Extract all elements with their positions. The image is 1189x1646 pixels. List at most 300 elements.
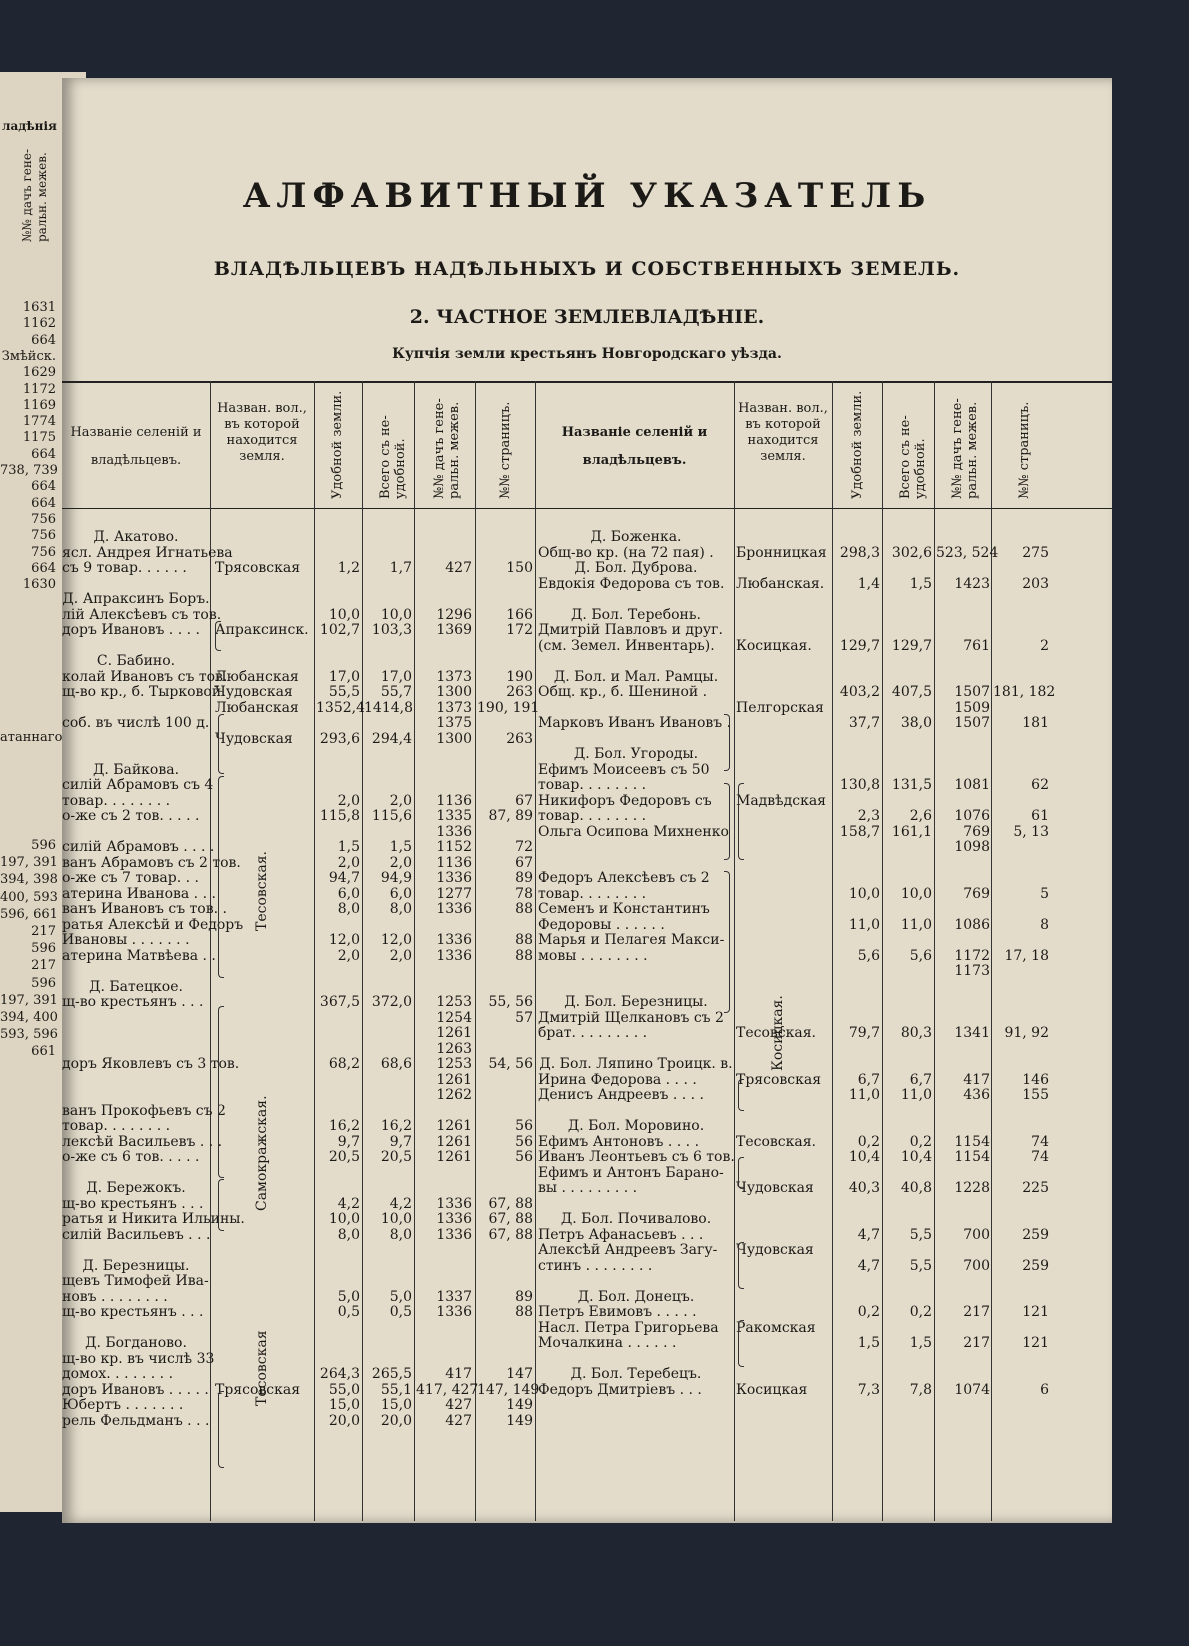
left-cell-d: 1369 — [436, 622, 472, 638]
right-cell-p: 203 — [1022, 575, 1049, 592]
facing-page-number: 1631 — [22, 300, 56, 315]
right-cell-d: 417 — [963, 1071, 990, 1088]
right-cell-name: Дмитрій Щелкановъ съ 2 — [538, 1009, 724, 1026]
right-cell-vol: Трясовская — [736, 1071, 822, 1088]
left-cell-u: 55,5 — [328, 684, 360, 700]
left-cell-v: 8,0 — [389, 1226, 412, 1243]
left-cell-name: силій Абрамовъ . . . . — [62, 839, 215, 855]
left-cell-d: 1300 — [436, 730, 472, 747]
right-cell-u: 4,7 — [857, 1257, 880, 1274]
right-cell-u: 158,7 — [839, 823, 880, 840]
col-header-vsego-right — [898, 415, 928, 499]
left-cell-d: 1261 — [436, 1118, 472, 1134]
left-cell-d: 1336 — [436, 1211, 472, 1227]
right-cell-name: Д. Бол. Угороды. — [573, 746, 699, 762]
left-cell-name: ванъ Ивановъ съ тов. . — [62, 901, 227, 917]
group-label-kositskaya: Косицкая. — [770, 995, 786, 1071]
group-label-tesovskaya-2: Тесовская — [254, 1330, 270, 1406]
right-cell-v: 0,2 — [909, 1133, 932, 1150]
right-cell-d: 769 — [963, 823, 990, 840]
left-cell-p: 67, 88 — [488, 1211, 533, 1227]
left-cell-v: 2,0 — [389, 947, 412, 964]
column-rule — [734, 381, 735, 1521]
left-cell-name: доръ Ивановъ . . . . — [62, 622, 200, 638]
left-cell-name: съ 9 товар. . . . . . — [62, 560, 187, 576]
right-cell-name: Ефимъ и Антонъ Барано- — [538, 1164, 724, 1181]
right-cell-name: Семенъ и Константинъ — [538, 901, 710, 917]
right-cell-v: 7,8 — [909, 1381, 932, 1398]
right-cell-u: 129,7 — [839, 637, 880, 654]
right-cell-name: мовы . . . . . . . . — [538, 947, 648, 964]
table-header-rule — [62, 508, 1112, 509]
right-cell-u: 130,8 — [839, 777, 880, 793]
facing-page-number: 1172 — [22, 381, 56, 397]
right-cell-p: 8 — [1040, 916, 1049, 933]
right-cell-d: 1341 — [954, 1025, 990, 1041]
left-cell-u: 20,5 — [328, 1149, 360, 1165]
left-cell-d: 1336 — [436, 932, 472, 948]
brace — [215, 621, 221, 651]
left-cell-p: 89 — [515, 870, 533, 886]
right-cell-v: 10,0 — [900, 885, 932, 902]
col-header-udob: Удобной земли. — [330, 390, 345, 499]
right-cell-name: Евдокія Федорова съ тов. — [538, 575, 725, 592]
right-cell-vol: Косицкая. — [736, 637, 812, 654]
left-cell-name: ратья Алексѣй и Федоръ — [62, 916, 244, 933]
right-cell-d: 217 — [963, 1335, 990, 1351]
facing-page-number: 197, 391 — [0, 992, 58, 1008]
right-cell-name: Д. Бол. Моровино. — [567, 1118, 705, 1134]
col-header-vsego-line: удобной. — [393, 438, 408, 499]
facing-page-number: 756 — [31, 528, 56, 544]
facing-page-number: 1169 — [22, 397, 56, 413]
right-cell-u: 6,7 — [857, 1071, 880, 1088]
right-cell-d: 1086 — [954, 916, 990, 933]
left-cell-u: 2,0 — [337, 947, 360, 964]
left-cell-u: 12,0 — [328, 932, 360, 948]
right-cell-name: Федоръ Алексѣевъ съ 2 — [538, 870, 710, 886]
left-cell-name: щевъ Тимофей Ива- — [62, 1273, 209, 1289]
left-cell-d: 1261 — [436, 1025, 472, 1041]
left-cell-p: 147 — [506, 1366, 533, 1382]
right-cell-v: 6,7 — [909, 1071, 932, 1088]
col-header-volost-right — [734, 401, 832, 465]
right-cell-name: (см. Земел. Инвентарь). — [538, 637, 715, 654]
left-cell-name: Д. Байкова. — [92, 761, 180, 778]
right-cell-v: 5,5 — [909, 1226, 932, 1243]
right-cell-name: Общ. кр., б. Шениной . — [538, 684, 708, 700]
right-cell-p: 5, 13 — [1013, 823, 1049, 840]
column-rule — [832, 381, 833, 1521]
right-cell-u: 10,0 — [848, 885, 880, 902]
group-label-tesovskaya: Тесовская. — [254, 851, 270, 931]
left-cell-name: С. Бабино. — [96, 653, 176, 669]
left-cell-v: 94,9 — [380, 870, 412, 886]
left-cell-u: 1352,4 — [316, 699, 365, 716]
right-cell-d: 1098 — [954, 839, 990, 855]
right-cell-name: Денисъ Андреевъ . . . . — [538, 1087, 705, 1103]
left-cell-p: 166 — [506, 606, 533, 623]
right-cell-p: 275 — [1022, 544, 1049, 561]
left-cell-name: Д. Березницы. — [82, 1257, 190, 1274]
right-cell-u: 4,7 — [857, 1226, 880, 1243]
col-header-name-right — [535, 419, 734, 475]
left-cell-p: 263 — [506, 684, 533, 700]
right-cell-name: Насл. Петра Григорьева — [538, 1319, 719, 1336]
right-cell-d: 1173 — [954, 963, 990, 979]
col-header-vsego — [378, 415, 408, 499]
col-header-name — [62, 419, 210, 475]
left-cell-u: 9,7 — [337, 1133, 360, 1150]
left-cell-d: 427 — [445, 560, 472, 576]
left-cell-u: 2,0 — [337, 854, 360, 871]
left-cell-d: 1300 — [436, 684, 472, 700]
right-cell-name: Дмитрій Павловъ и друг. — [538, 622, 723, 638]
facing-page-number: 596, 661 — [0, 906, 58, 922]
facing-page-number: 664 — [31, 332, 56, 348]
column-rule — [362, 381, 363, 1521]
right-cell-d: 1507 — [954, 715, 990, 731]
facing-page-number: 217 — [31, 958, 56, 974]
left-cell-name: Д. Апраксинъ Боръ. — [62, 591, 210, 607]
right-cell-v: 1,5 — [909, 1335, 932, 1351]
right-cell-u: 11,0 — [848, 1087, 880, 1103]
left-cell-name: о-же съ 6 тов. . . . . — [62, 1149, 200, 1165]
left-cell-vol: Апраксинск. — [215, 622, 309, 638]
right-cell-u: 7,3 — [857, 1381, 880, 1398]
right-cell-name: Петръ Евимовъ . . . . . — [538, 1304, 697, 1320]
right-cell-d: 769 — [963, 885, 990, 902]
facing-page-word: атаннаго — [0, 730, 63, 745]
right-cell-v: 1,5 — [909, 575, 932, 592]
facing-page-header-title: ладѣнія — [2, 119, 57, 133]
left-cell-d: 1336 — [436, 1195, 472, 1212]
facing-page-number: 1630 — [22, 577, 56, 593]
left-cell-d: 1277 — [436, 885, 472, 902]
facing-page-header-col — [20, 149, 50, 242]
column-rule — [314, 381, 315, 1521]
right-cell-name: Ефимъ Антоновъ . . . . — [538, 1133, 700, 1150]
left-cell-p: 55, 56 — [488, 994, 533, 1010]
right-cell-v: 11,0 — [900, 916, 932, 933]
left-cell-d: 417, 427 — [416, 1381, 479, 1398]
left-cell-u: 102,7 — [319, 622, 360, 638]
left-cell-v: 2,0 — [389, 792, 412, 809]
col-header-name-line: владѣльцевъ. — [90, 453, 182, 468]
right-cell-vol: Тесовская. — [736, 1025, 816, 1041]
right-cell-d: 700 — [963, 1226, 990, 1243]
col-header-pages: №№ страницъ. — [498, 401, 513, 499]
right-cell-p: 146 — [1022, 1071, 1049, 1088]
left-cell-name: лексѣй Васильевъ . . . — [62, 1133, 223, 1150]
col-header-pages-right: №№ страницъ. — [1017, 401, 1032, 499]
right-cell-name: Иванъ Леонтьевъ съ 6 тов. — [538, 1149, 735, 1165]
facing-page-number: 400, 593 — [0, 889, 58, 905]
left-cell-p: 150 — [506, 560, 533, 576]
page-subtitle: ВЛАДѢЛЬЦЕВЪ НАДѢЛЬНЫХЪ И СОБСТВЕННЫХЪ ЗЕМЕЛЬ. — [213, 258, 961, 280]
left-cell-u: 10,0 — [328, 606, 360, 623]
right-cell-name: Ирина Федорова . . . . — [538, 1071, 697, 1088]
left-cell-d: 1335 — [436, 808, 472, 824]
left-cell-name: домох. . . . . . . . — [62, 1366, 174, 1382]
column-rule — [414, 381, 415, 1521]
right-cell-name: Д. Бол. Теребонь. — [571, 606, 701, 623]
col-header-name-right-line: владѣльцевъ. — [582, 453, 687, 468]
left-cell-v: 103,3 — [371, 622, 412, 638]
col-header-dach-right-line: №№ дачъ гене- — [950, 398, 965, 499]
right-cell-d: 761 — [963, 637, 990, 654]
right-cell-name: Мочалкина . . . . . . — [538, 1335, 677, 1351]
right-cell-name: товар. . . . . . . . — [538, 885, 647, 902]
right-cell-vol: Чудовская — [736, 1242, 814, 1258]
left-cell-name: Д. Акатово. — [93, 529, 179, 545]
right-cell-v: 129,7 — [891, 637, 932, 654]
col-header-volost-right-line: земля. — [760, 449, 806, 464]
right-cell-d: 1172 — [954, 947, 990, 964]
left-cell-d: 1253 — [436, 994, 472, 1010]
right-cell-vol: Ракомская — [736, 1319, 816, 1336]
right-cell-p: 121 — [1022, 1304, 1049, 1320]
right-cell-p: 121 — [1022, 1335, 1049, 1351]
left-cell-u: 8,0 — [337, 901, 360, 917]
left-cell-name: о-же съ 7 товар. . . — [62, 870, 199, 886]
col-header-volost-line: въ которой — [224, 417, 300, 432]
right-cell-p: 155 — [1022, 1087, 1049, 1103]
left-cell-d: 1152 — [436, 839, 472, 855]
left-cell-v: 17,0 — [380, 668, 412, 685]
right-cell-p: 225 — [1022, 1180, 1049, 1196]
left-cell-u: 367,5 — [319, 994, 360, 1010]
left-cell-v: 265,5 — [371, 1366, 412, 1382]
right-cell-d: 217 — [963, 1304, 990, 1320]
brace — [724, 714, 730, 771]
facing-page-number: 756 — [31, 511, 56, 527]
document-page — [62, 78, 1112, 1523]
table-caption: Купчія земли крестьянъ Новгородскаго уѣзда. — [392, 346, 782, 362]
left-cell-p: 67, 88 — [488, 1226, 533, 1243]
right-cell-p: 17, 18 — [1004, 947, 1049, 964]
left-cell-name: доръ Яковлевъ съ 3 тов. — [62, 1056, 240, 1072]
left-cell-name: щ-во кр. въ числѣ 33 — [62, 1350, 215, 1367]
col-header-vsego-right-line: Всего съ не- — [898, 415, 913, 499]
right-cell-vol: Косицкая — [736, 1381, 808, 1398]
left-cell-u: 15,0 — [328, 1397, 360, 1413]
left-cell-d: 1253 — [436, 1056, 472, 1072]
col-header-volost-right-line: находится — [747, 433, 819, 448]
left-cell-p: 89 — [515, 1288, 533, 1305]
right-cell-d: 523, 524 — [936, 544, 999, 561]
right-cell-name: Марья и Пелагея Макси- — [538, 932, 725, 948]
left-cell-d: 427 — [445, 1397, 472, 1413]
col-header-vsego-right-line: удобной. — [913, 438, 928, 499]
right-cell-vol: Пелгорская — [736, 699, 824, 716]
left-cell-v: 20,0 — [380, 1412, 412, 1429]
right-cell-u: 10,4 — [848, 1149, 880, 1165]
right-cell-v: 38,0 — [900, 715, 932, 731]
left-cell-p: 190 — [506, 668, 533, 685]
column-rule — [934, 381, 935, 1521]
left-cell-name: щ-во крестьянъ . . . — [62, 1195, 204, 1212]
right-cell-vol: Любанская. — [736, 575, 825, 592]
facing-page-number: 1629 — [22, 365, 56, 381]
right-cell-name: Д. Бол. Теребецъ. — [570, 1366, 702, 1382]
right-cell-u: 2,3 — [857, 808, 880, 824]
left-cell-name: ванъ Прокофьевъ съ 2 — [62, 1102, 226, 1119]
right-cell-p: 91, 92 — [1004, 1025, 1049, 1041]
right-cell-p: 74 — [1031, 1133, 1049, 1150]
left-cell-d: 1373 — [436, 699, 472, 716]
left-cell-p: 149 — [506, 1397, 533, 1413]
right-cell-name: брат. . . . . . . . . — [538, 1025, 648, 1041]
right-cell-u: 0,2 — [857, 1133, 880, 1150]
left-cell-u: 17,0 — [328, 668, 360, 685]
left-cell-u: 10,0 — [328, 1211, 360, 1227]
left-cell-p: 88 — [515, 932, 533, 948]
facing-page-number: 664 — [31, 446, 56, 462]
brace — [738, 783, 744, 860]
left-cell-u: 8,0 — [337, 1226, 360, 1243]
left-cell-vol: Любанская — [215, 668, 299, 685]
right-cell-name: стинъ . . . . . . . . — [538, 1257, 653, 1274]
right-cell-d: 1423 — [954, 575, 990, 592]
right-cell-p: 259 — [1022, 1226, 1049, 1243]
right-cell-name: Ефимъ Моисеевъ съ 50 — [538, 761, 710, 778]
left-cell-name: новъ . . . . . . . . — [62, 1288, 168, 1305]
left-cell-v: 20,5 — [380, 1149, 412, 1165]
right-cell-p: 6 — [1040, 1381, 1049, 1398]
left-cell-u: 1,5 — [337, 839, 360, 855]
facing-header-line1: №№ дачъ гене- — [20, 149, 34, 242]
col-header-name-line: Названіе селеній и — [70, 425, 202, 440]
right-cell-name: Д. Бол. Донецъ. — [577, 1288, 695, 1305]
right-cell-vol: Мадвѣдская — [736, 792, 827, 809]
right-cell-p: 181, 182 — [993, 684, 1056, 700]
left-cell-d: 1336 — [436, 947, 472, 964]
left-cell-p: 88 — [515, 1304, 533, 1320]
left-cell-v: 12,0 — [380, 932, 412, 948]
brace — [738, 1079, 744, 1111]
left-cell-d: 1136 — [436, 792, 472, 809]
facing-page-number: 664 — [31, 560, 56, 576]
left-cell-p: 172 — [506, 622, 533, 638]
section-heading: 2. ЧАСТНОЕ ЗЕМЛЕВЛАДѢНІЕ. — [409, 306, 765, 328]
column-rule — [475, 381, 476, 1521]
right-cell-p: 181 — [1022, 715, 1049, 731]
col-header-name-right-line: Названіе селеній и — [561, 425, 708, 440]
right-cell-p: 2 — [1040, 637, 1049, 654]
facing-page-number: 596 — [31, 941, 56, 957]
right-cell-name: Марковъ Иванъ Ивановъ . — [538, 715, 732, 731]
left-cell-u: 264,3 — [319, 1366, 360, 1382]
left-cell-p: 263 — [506, 730, 533, 747]
left-cell-p: 190, 191 — [477, 699, 540, 716]
brace — [218, 1179, 224, 1231]
left-cell-name: Д. Батецкое. — [89, 978, 183, 995]
right-cell-vol: Чудовская — [736, 1180, 814, 1196]
right-cell-v: 5,6 — [909, 947, 932, 964]
facing-page-number: 596 — [31, 838, 56, 853]
col-header-udob-right: Удобной земли. — [850, 390, 865, 499]
right-cell-d: 1076 — [954, 808, 990, 824]
facing-page-number: Змѣйск. — [1, 348, 56, 364]
right-cell-name: Д. Бол. Ляпино Троицк. в. — [539, 1056, 733, 1072]
right-cell-v: 40,8 — [900, 1180, 932, 1196]
column-rule — [535, 381, 536, 1521]
facing-page-number: 217 — [31, 924, 56, 939]
left-cell-v: 372,0 — [371, 994, 412, 1010]
right-cell-u: 5,6 — [857, 947, 880, 964]
col-header-volost-line: Назван. вол., — [217, 401, 307, 416]
left-cell-d: 1254 — [436, 1009, 472, 1026]
left-cell-p: 56 — [515, 1118, 533, 1134]
left-cell-name: Ивановы . . . . . . . — [62, 932, 190, 948]
left-cell-vol: Трясовская — [215, 560, 301, 576]
right-cell-v: 302,6 — [891, 544, 932, 561]
left-cell-name: атерина Иванова . . . — [62, 885, 216, 902]
left-cell-v: 10,0 — [380, 1211, 412, 1227]
left-cell-p: 72 — [515, 839, 533, 855]
facing-page-number: 756 — [31, 544, 56, 560]
left-cell-v: 55,1 — [380, 1381, 412, 1398]
left-cell-u: 293,6 — [319, 730, 360, 747]
left-cell-name: доръ Ивановъ . . . . . — [62, 1381, 209, 1398]
right-cell-d: 1154 — [954, 1133, 990, 1150]
column-rule — [882, 381, 883, 1521]
brace — [218, 1391, 224, 1468]
left-cell-name: ясл. Андрея Игнатьева — [62, 544, 233, 561]
left-cell-u: 94,7 — [328, 870, 360, 886]
right-cell-name: Никифоръ Федоровъ съ — [538, 792, 712, 809]
left-cell-d: 1261 — [436, 1071, 472, 1088]
facing-page-number: 1162 — [22, 316, 56, 332]
facing-page-number: 596 — [31, 975, 56, 991]
left-cell-v: 1414,8 — [364, 699, 413, 716]
left-cell-v: 15,0 — [380, 1397, 412, 1413]
right-cell-d: 1154 — [954, 1149, 990, 1165]
left-cell-p: 56 — [515, 1133, 533, 1150]
brace — [724, 871, 730, 1013]
right-cell-vol: Тесовская. — [736, 1133, 816, 1150]
right-cell-name: Д. Бол. и Мал. Рамцы. — [553, 668, 719, 685]
facing-page-number: 197, 391 — [0, 855, 58, 871]
brace — [724, 783, 730, 860]
col-header-dach-line: ральн. межев. — [447, 401, 462, 499]
left-cell-name: щ-во крестьянъ . . . — [62, 1304, 204, 1320]
left-cell-v: 5,0 — [389, 1288, 412, 1305]
left-cell-p: 147, 149 — [477, 1381, 540, 1398]
right-cell-d: 1509 — [954, 699, 990, 716]
col-header-vsego-line: Всего съ не- — [378, 415, 393, 499]
right-cell-d: 700 — [963, 1257, 990, 1274]
left-cell-p: 88 — [515, 901, 533, 917]
left-cell-name: товар. . . . . . . . — [62, 1118, 171, 1134]
left-cell-name: щ-во крестьянъ . . . — [62, 994, 204, 1010]
left-cell-name: силій Абрамовъ съ 4 — [62, 777, 214, 793]
left-cell-v: 8,0 — [389, 901, 412, 917]
right-cell-p: 74 — [1031, 1149, 1049, 1165]
right-cell-name: Д. Бол. Почивалово. — [560, 1211, 712, 1227]
brace — [738, 1320, 744, 1367]
left-cell-d: 1373 — [436, 668, 472, 685]
right-cell-u: 1,4 — [857, 575, 880, 592]
left-cell-u: 55,0 — [328, 1381, 360, 1398]
left-cell-vol: Трясовская — [215, 1381, 301, 1398]
left-cell-d: 1336 — [436, 823, 472, 840]
left-cell-v: 0,5 — [389, 1304, 412, 1320]
right-cell-name: Петръ Афанасьевъ . . . — [538, 1226, 704, 1243]
left-cell-u: 5,0 — [337, 1288, 360, 1305]
left-cell-name: лій Алексѣевъ съ тов. — [62, 606, 222, 623]
